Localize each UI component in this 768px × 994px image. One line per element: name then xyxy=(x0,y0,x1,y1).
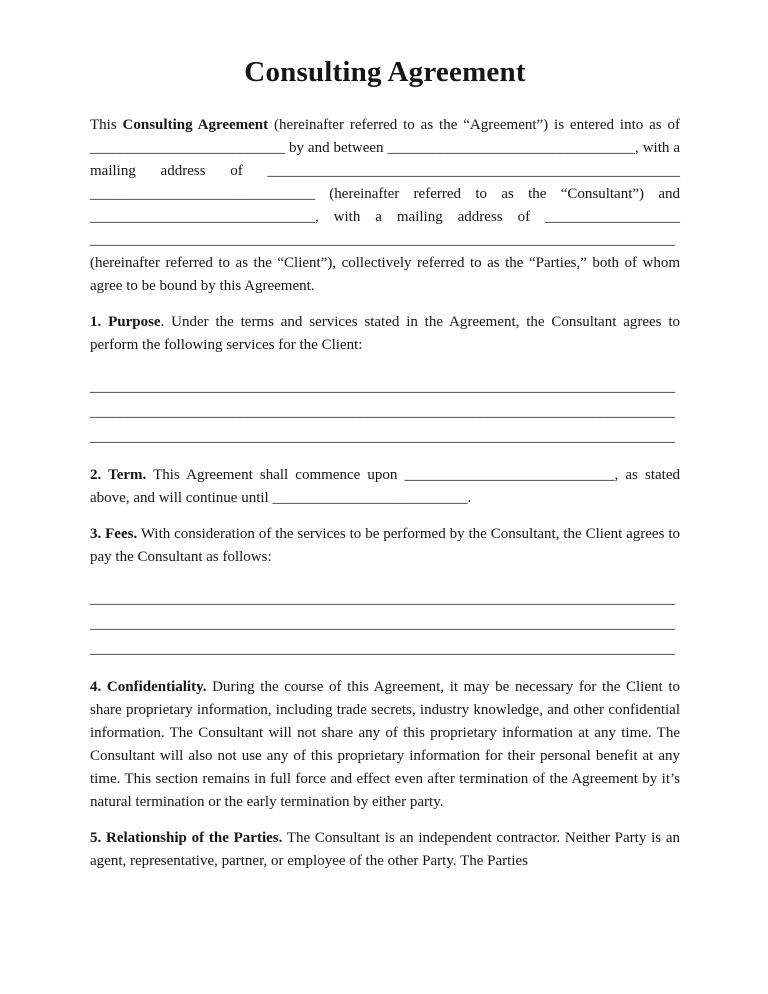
fill-in-blank: __________________________ xyxy=(90,140,285,156)
fill-in-blank: ____________________________ xyxy=(404,467,615,483)
section-3-fees xyxy=(90,523,680,569)
section-2-term xyxy=(90,464,680,510)
body-text: (hereinafter referred to as the “Consultant”) and xyxy=(315,186,680,202)
body-text: During the course of this Agreement, it may be necessary for the Client to share proprietary information, including trade secrets, industry knowledge, and other confidential information. The Consultant will not share any of this proprietary information at any time. The Consultant will also not use any of this proprietary information for their personal benefit at any time. This section remains in full force and effect even after termination of the Agreement by it’s natural termination or the early termination by either party. xyxy=(90,679,680,810)
fill-in-blank: ______________________________________________________________________________ xyxy=(90,232,675,248)
section-1-purpose xyxy=(90,311,680,357)
fill-in-blank: ______________________________ xyxy=(90,209,315,225)
fill-in-line: ______________________________________________________________________________ xyxy=(90,591,675,607)
body-text: . xyxy=(467,490,472,506)
body-text: . Under the terms and services stated in the Agreement, the Consultant agrees to perform the following services for the Client: xyxy=(90,314,680,353)
fill-in-blank: __________________ xyxy=(545,209,680,225)
body-text: This xyxy=(90,117,123,133)
section-5-relationship xyxy=(90,827,680,873)
fill-in-line: ______________________________________________________________________________ xyxy=(90,379,675,395)
fill-in-blank: _________________________________ xyxy=(387,140,635,156)
purpose-fill-in-lines xyxy=(90,375,680,450)
page-title: Consulting Agreement xyxy=(244,56,526,88)
fill-in-line: ______________________________________________________________________________ xyxy=(90,641,675,657)
fill-in-line: ______________________________________________________________________________ xyxy=(90,616,675,632)
body-text: , as stated above, and will continue until xyxy=(90,467,681,506)
body-text: This Agreement shall commence upon xyxy=(146,467,405,483)
section-heading-text: 4. Confidentiality. xyxy=(90,679,207,695)
body-text: With consideration of the services to be performed by the Consultant, the Client agrees to pay the Consultant as follows: xyxy=(90,526,680,565)
body-text: (hereinafter referred to as the “Client”), collectively referred to as the “Parties,” both of whom agree to be bound by this Agreement. xyxy=(90,255,680,294)
fill-in-line: ______________________________________________________________________________ xyxy=(90,404,675,420)
fill-in-blank: __________________________ xyxy=(272,490,468,506)
intro-paragraph xyxy=(90,114,680,298)
body-text: , with a mailing address of xyxy=(90,140,681,179)
body-text: by and between xyxy=(285,140,388,156)
fees-fill-in-lines xyxy=(90,587,680,662)
section-4-confidentiality xyxy=(90,676,680,814)
section-heading-text: Consulting Agreement xyxy=(122,117,269,133)
section-heading-text: 1. Purpose xyxy=(90,314,161,330)
fill-in-blank: ______________________________ xyxy=(90,186,315,202)
section-heading-text: 2. Term. xyxy=(90,467,147,483)
body-text: The Consultant is an independent contractor. Neither Party is an agent, representative, partner, or employee of the other Party. The Parties xyxy=(90,830,680,869)
section-heading-text: 5. Relationship of the Parties. xyxy=(90,830,283,846)
body-text: , with a mailing address of xyxy=(315,209,545,225)
fill-in-blank: _______________________________________________________ xyxy=(267,163,680,179)
section-heading-text: 3. Fees. xyxy=(90,526,138,542)
fill-in-line: ______________________________________________________________________________ xyxy=(90,429,675,445)
body-text: (hereinafter referred to as the “Agreement”) is entered into as of xyxy=(268,117,680,133)
document-paragraphs xyxy=(90,114,680,873)
